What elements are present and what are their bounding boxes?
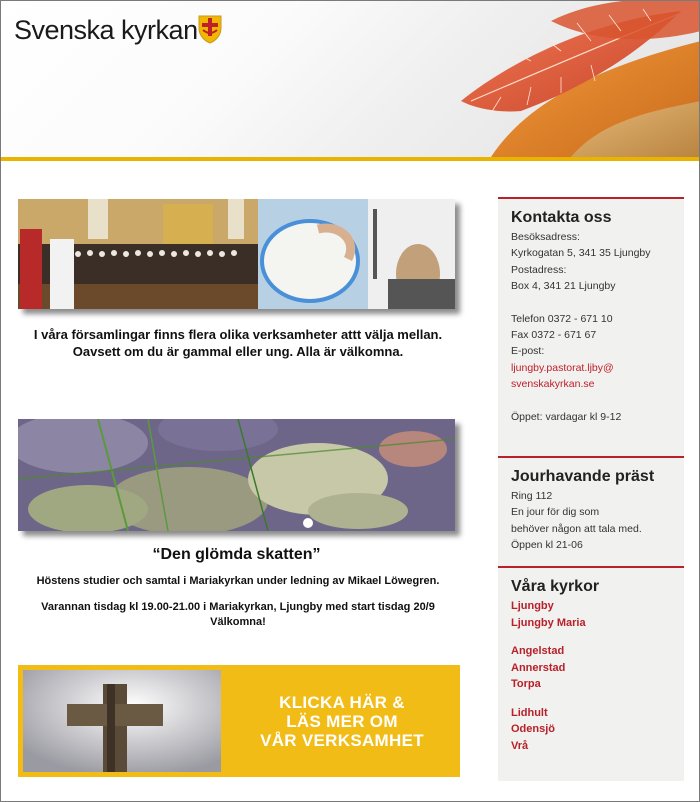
churches-title: Våra kyrkor (511, 578, 600, 595)
email-link-line-2[interactable]: svenskakyrkan.se (511, 378, 595, 391)
post-address: Box 4, 341 21 Ljungby (511, 280, 616, 293)
priest-line-4: Öppen kl 21-06 (511, 539, 583, 552)
intro-text: I våra församlingar finns flera olika verksamheter attt välja mellan. Oavsett om du är gammal eller ung. Alla är välkomna. (33, 327, 443, 359)
banner-line-3: VÅR VERKSAMHET (260, 731, 424, 750)
churches-section (498, 566, 684, 754)
quote-title: “Den glömda skatten” (152, 546, 321, 563)
visit-label: Besöksadress: (511, 231, 580, 243)
church-link-vra[interactable]: Vrå (511, 739, 529, 752)
visit-address: Kyrkogatan 5, 341 35 Ljungby (511, 247, 651, 260)
church-link-torpa[interactable]: Torpa (511, 678, 541, 690)
header (1, 1, 699, 157)
church-link-annerstad[interactable]: Annerstad (511, 661, 566, 674)
study-text: Höstens studier och samtal i Mariakyrkan under ledning av Mikael Löwegren. (36, 575, 440, 587)
water-lily-image (18, 419, 455, 531)
activities-photo-collage (18, 199, 455, 309)
banner-line-2: LÄS MER OM (286, 712, 398, 731)
sidebar (498, 197, 684, 781)
contact-section (498, 197, 684, 425)
header-accent-bar (1, 157, 699, 161)
banner-text[interactable] (228, 693, 456, 750)
choir-collage-image (18, 199, 455, 309)
post-label: Postadress: (511, 263, 567, 276)
cross-image (23, 670, 221, 772)
banner-line-1: KLICKA HÄR & (279, 693, 405, 712)
read-more-banner[interactable] (18, 665, 460, 777)
schedule-text (15, 600, 461, 630)
opening-hours: Öppet: vardagar kl 9-12 (511, 410, 622, 423)
email-link-line-1[interactable]: ljungby.pastorat.ljby@ (511, 361, 614, 374)
water-lily-photo (18, 419, 455, 531)
priest-line-1: Ring 112 (511, 490, 553, 502)
priest-title: Jourhavande präst (511, 468, 655, 485)
fax: Fax 0372 - 671 67 (511, 329, 597, 342)
church-link-lidhult[interactable]: Lidhult (511, 706, 548, 719)
email-label: E-post: (511, 345, 545, 358)
church-link-ljungby-maria[interactable]: Ljungby Maria (511, 616, 586, 629)
church-link-ljungby[interactable]: Ljungby (511, 600, 554, 612)
brand-name[interactable]: Svenska kyrkan (14, 15, 198, 45)
phone: Telefon 0372 - 671 10 (511, 312, 613, 325)
priest-line-2: En jour för dig som (511, 506, 600, 519)
schedule-line: Varannan tisdag kl 19.00-21.00 i Mariakyrkan, Ljungby med start tisdag 20/9 (41, 601, 435, 613)
church-logo-icon[interactable] (197, 14, 223, 44)
autumn-leaves-image (431, 1, 699, 157)
church-link-odensjo[interactable]: Odensjö (511, 723, 556, 735)
welcome-line: Välkomna! (210, 616, 266, 628)
priest-section (498, 456, 684, 554)
priest-line-3: behöver någon att tala med. (511, 522, 642, 535)
contact-title: Kontakta oss (511, 209, 612, 226)
church-link-angelstad[interactable]: Angelstad (511, 645, 565, 657)
cross-photo (23, 670, 221, 772)
